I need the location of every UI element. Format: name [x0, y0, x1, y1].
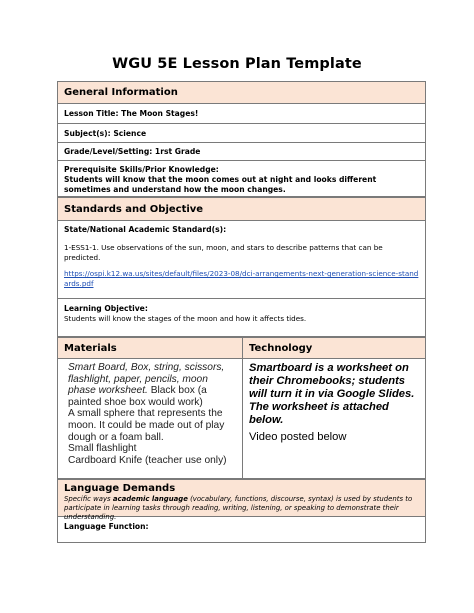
standards-row	[58, 220, 425, 298]
language-demands-section	[58, 478, 425, 521]
subjects: Subject(s): Science	[64, 129, 147, 138]
objective-row	[58, 298, 425, 336]
lesson-plan-table	[57, 81, 426, 543]
materials-line-4: Cardboard Knife (teacher use only)	[68, 454, 227, 466]
language-demands-header: Language Demands	[64, 483, 176, 494]
technology-content	[242, 359, 425, 478]
page-title: WGU 5E Lesson Plan Template	[112, 56, 362, 72]
materials-line-1	[68, 362, 238, 408]
technology-text: Smartboard is a worksheet on their Chromebooks; students will turn it in via Google Slides. The worksheet is attached below.	[249, 362, 415, 426]
grade-row	[58, 142, 425, 160]
materials-header	[58, 338, 242, 358]
prereq-text: Students will know that the moon comes out at night and looks different sometimes and understand how the moon changes.	[64, 175, 377, 194]
learning-objective-text: Students will know the stages of the moon and how it affects tides.	[64, 314, 307, 323]
standard-text: 1-ESS1-1. Use observations of the sun, moon, and stars to describe patterns that can be predicted.	[64, 243, 383, 262]
prereq-label: Prerequisite Skills/Prior Knowledge:	[64, 165, 219, 174]
lesson-title: Lesson Title: The Moon Stages!	[64, 109, 199, 118]
prereq-row	[58, 160, 425, 196]
learning-objective-label: Learning Objective:	[64, 304, 148, 313]
general-information-title: General Information	[64, 87, 178, 98]
materials-list: Smart Board, Box, string, scissors, flashlight, paper, pencils, moon phase worksheet.	[68, 362, 225, 397]
subjects-row	[58, 123, 425, 142]
language-desc-post: (vocabulary, functions, discourse, syntax) is used by students to participate in learning tasks through reading, writing, listening, or speaking to demonstrate their understanding.	[64, 495, 413, 521]
language-desc-bold: academic language	[112, 495, 188, 503]
general-information-header	[58, 81, 425, 103]
lesson-title-row	[58, 103, 425, 123]
materials-box: Black box (a painted shoe box would work)	[68, 385, 207, 408]
materials-line-2: A small sphere that represents the moon. It could be made out of play dough or a foam ball.	[68, 408, 225, 443]
materials-content	[58, 359, 242, 478]
language-function-label: Language Function:	[64, 522, 149, 531]
materials-title: Materials	[64, 343, 117, 354]
standards-link[interactable]: https://ospi.k12.wa.us/sites/default/files/2023-08/dci-arrangements-next-generation-science-standards.pdf	[64, 269, 419, 288]
materials-line-3: Small flashlight	[68, 443, 137, 455]
standards-header	[58, 196, 425, 220]
grade-level: Grade/Level/Setting: 1rst Grade	[64, 147, 201, 156]
language-desc-pre: Specific ways	[64, 495, 113, 503]
standards-title: Standards and Objective	[64, 204, 204, 215]
technology-header	[242, 338, 425, 358]
technology-video: Video posted below	[249, 431, 347, 443]
materials-technology-header	[58, 336, 425, 358]
technology-title: Technology	[249, 343, 313, 354]
materials-technology-row	[58, 358, 425, 478]
state-standards-label: State/National Academic Standard(s):	[64, 225, 227, 234]
